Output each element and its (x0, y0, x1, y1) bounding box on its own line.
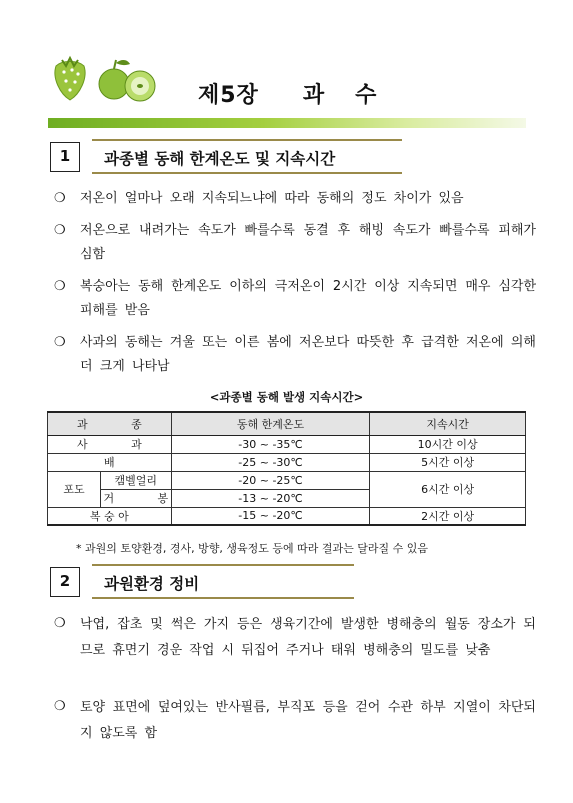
section-2-top-rule (92, 564, 354, 566)
bullet-icon: ❍ (54, 616, 66, 631)
table-row (48, 435, 526, 453)
table-row (48, 471, 526, 489)
table-row (48, 453, 526, 471)
bullet-text: 저온으로 내려가는 속도가 빠를수록 동결 후 해빙 속도가 빠를수록 피해가 심함 (80, 223, 536, 262)
section-2-bullet-1 (54, 612, 536, 664)
cell-fruit: 포도 (48, 471, 101, 507)
title-gradient-bar (48, 118, 526, 128)
bullet-text: 토양 표면에 덮여있는 반사필름, 부직포 등을 걷어 수관 하부 지열이 차단되지 않도록 함 (80, 700, 536, 741)
bullet-text: 복숭아는 동해 한계온도 이하의 극저온이 2시간 이상 지속되면 매우 심각한 피해를 받음 (80, 279, 536, 318)
cell-variety: 거 봉 (100, 489, 171, 507)
cell-temp: -25 ~ -30℃ (171, 453, 370, 471)
section-2-number: 2 (50, 567, 80, 597)
cell-temp: -30 ~ -35℃ (171, 435, 370, 453)
cell-temp: -15 ~ -20℃ (171, 507, 370, 525)
section-1-bullet-2 (54, 219, 536, 267)
chapter-subject-char-1: 과 (302, 83, 326, 108)
table-row (48, 507, 526, 525)
cell-variety: 캠벨얼리 (100, 471, 171, 489)
chapter-subject-char-2: 수 (355, 83, 378, 108)
bullet-icon: ❍ (54, 223, 66, 238)
section-1-bullet-1 (54, 187, 536, 211)
section-2-bottom-rule (92, 597, 354, 599)
bullet-icon: ❍ (54, 335, 66, 350)
cell-duration: 2시간 이상 (370, 507, 526, 525)
frost-damage-table (47, 411, 526, 526)
cell-fruit: 복 숭 아 (48, 507, 172, 525)
header-duration: 지속시간 (370, 412, 526, 435)
bullet-text: 저온이 얼마나 오래 지속되느냐에 따라 동해의 정도 차이가 있음 (80, 191, 464, 206)
apple-icon (99, 60, 155, 101)
chapter-number: 제5장 (198, 83, 259, 108)
cell-temp: -20 ~ -25℃ (171, 471, 370, 489)
section-2-title: 과원환경 정비 (104, 575, 200, 593)
cell-fruit: 배 (48, 453, 172, 471)
chapter-title (198, 78, 377, 109)
table-header-row (48, 412, 526, 435)
section-2-bullet-2 (54, 695, 536, 747)
bullet-icon: ❍ (54, 279, 66, 294)
section-1-bullet-3 (54, 275, 536, 323)
cell-fruit: 사 과 (48, 435, 172, 453)
bullet-text: 사과의 동해는 겨울 또는 이른 봄에 저온보다 따뜻한 후 급격한 저온에 의해 더 크게 나타남 (80, 335, 536, 374)
bullet-icon: ❍ (54, 191, 66, 206)
fruit-logo (48, 54, 164, 104)
header-fruit-type: 과 종 (48, 412, 172, 435)
cell-duration: 5시간 이상 (370, 453, 526, 471)
cell-duration: 6시간 이상 (370, 471, 526, 507)
section-1-title: 과종별 동해 한계온도 및 지속시간 (104, 150, 336, 168)
header-temperature: 동해 한계온도 (171, 412, 370, 435)
section-1-bottom-rule (92, 172, 402, 174)
cell-temp: -13 ~ -20℃ (171, 489, 370, 507)
bullet-text: 낙엽, 잡초 및 썩은 가지 등은 생육기간에 발생한 병해충의 월동 장소가 되므로 휴면기 경운 작업 시 뒤집어 주거나 태워 병해충의 밀도를 낮춤 (80, 617, 536, 658)
strawberry-icon (55, 58, 85, 100)
table-caption: <과종별 동해 발생 지속시간> (209, 390, 364, 404)
table-footnote: * 과원의 토양환경, 경사, 방향, 생육정도 등에 따라 결과는 달라질 수 있음 (76, 542, 428, 555)
section-1-top-rule (92, 139, 402, 141)
bullet-icon: ❍ (54, 699, 66, 714)
section-1-number: 1 (50, 142, 80, 172)
section-1-bullet-4 (54, 331, 536, 379)
cell-duration: 10시간 이상 (370, 435, 526, 453)
